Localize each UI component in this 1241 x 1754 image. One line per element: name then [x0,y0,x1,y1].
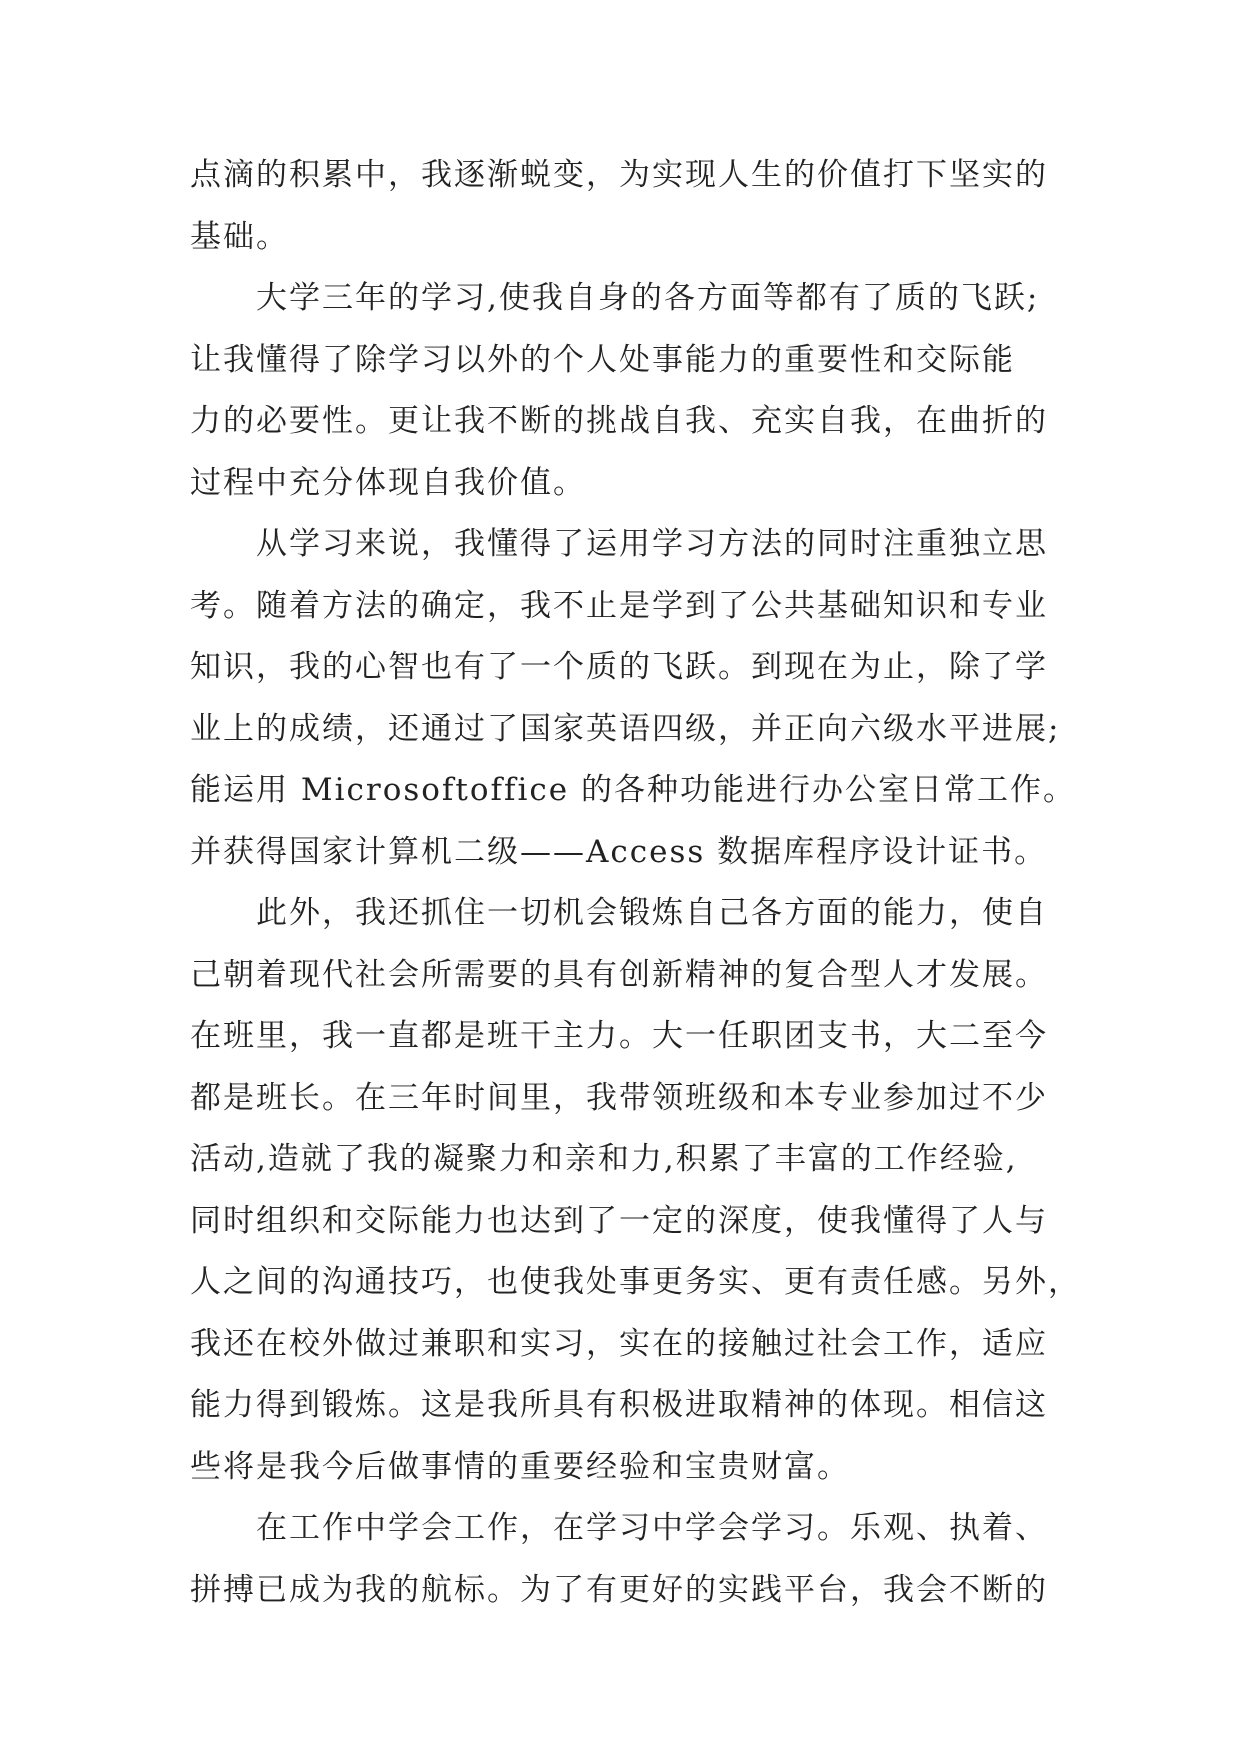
text-line: 从学习来说，我懂得了运用学习方法的同时注重独立思 [256,526,1048,562]
text-line: 考。随着方法的确定，我不止是学到了公共基础知识和专业 [190,587,1048,624]
text-line: 些将是我今后做事情的重要经验和宝贵财富。 [190,1448,850,1485]
text-line: 并获得国家计算机二级——Access 数据库程序设计证书。 [190,833,1048,870]
text-line: 在班里，我一直都是班干主力。大一任职团支书，大二至今 [190,1018,1048,1054]
text-line: 点滴的积累中，我逐渐蜕变，为实现人生的价值打下坚实的 [190,157,1048,193]
document-body [190,155,1081,1631]
text-line: 让我懂得了除学习以外的个人处事能力的重要性和交际能 [190,341,1015,378]
text-line: 己朝着现代社会所需要的具有创新精神的复合型人才发展。 [190,956,1048,993]
text-line: 力的必要性。更让我不断的挑战自我、充实自我，在曲折的 [190,403,1048,439]
text-line: 人之间的沟通技巧，也使我处事更务实、更有责任感。另外， [190,1264,1081,1300]
text-line: 知识，我的心智也有了一个质的飞跃。到现在为止，除了学 [190,649,1048,685]
text-line: 过程中充分体现自我价值。 [190,464,586,501]
text-line: 同时组织和交际能力也达到了一定的深度，使我懂得了人与 [190,1202,1048,1239]
text-line: 活动,造就了我的凝聚力和亲和力,积累了丰富的工作经验, [190,1141,1018,1177]
text-line: 大学三年的学习,使我自身的各方面等都有了质的飞跃; [256,280,1040,316]
text-line: 都是班长。在三年时间里，我带领班级和本专业参加过不少 [190,1079,1048,1116]
text-line: 拼搏已成为我的航标。为了有更好的实践平台，我会不断的 [190,1571,1048,1608]
text-line: 基础。 [190,218,289,255]
text-line: 在工作中学会工作，在学习中学会学习。乐观、执着、 [256,1510,1048,1546]
text-line: 业上的成绩，还通过了国家英语四级，并正向六级水平进展; [190,710,1061,747]
text-line: 能力得到锻炼。这是我所具有积极进取精神的体现。相信这 [190,1387,1048,1423]
text-line: 此外，我还抓住一切机会锻炼自己各方面的能力，使自 [256,895,1048,931]
text-line: 能运用 Microsoftoffice 的各种功能进行办公室日常工作。 [190,772,1076,808]
text-line: 我还在校外做过兼职和实习，实在的接触过社会工作，适应 [190,1325,1048,1362]
